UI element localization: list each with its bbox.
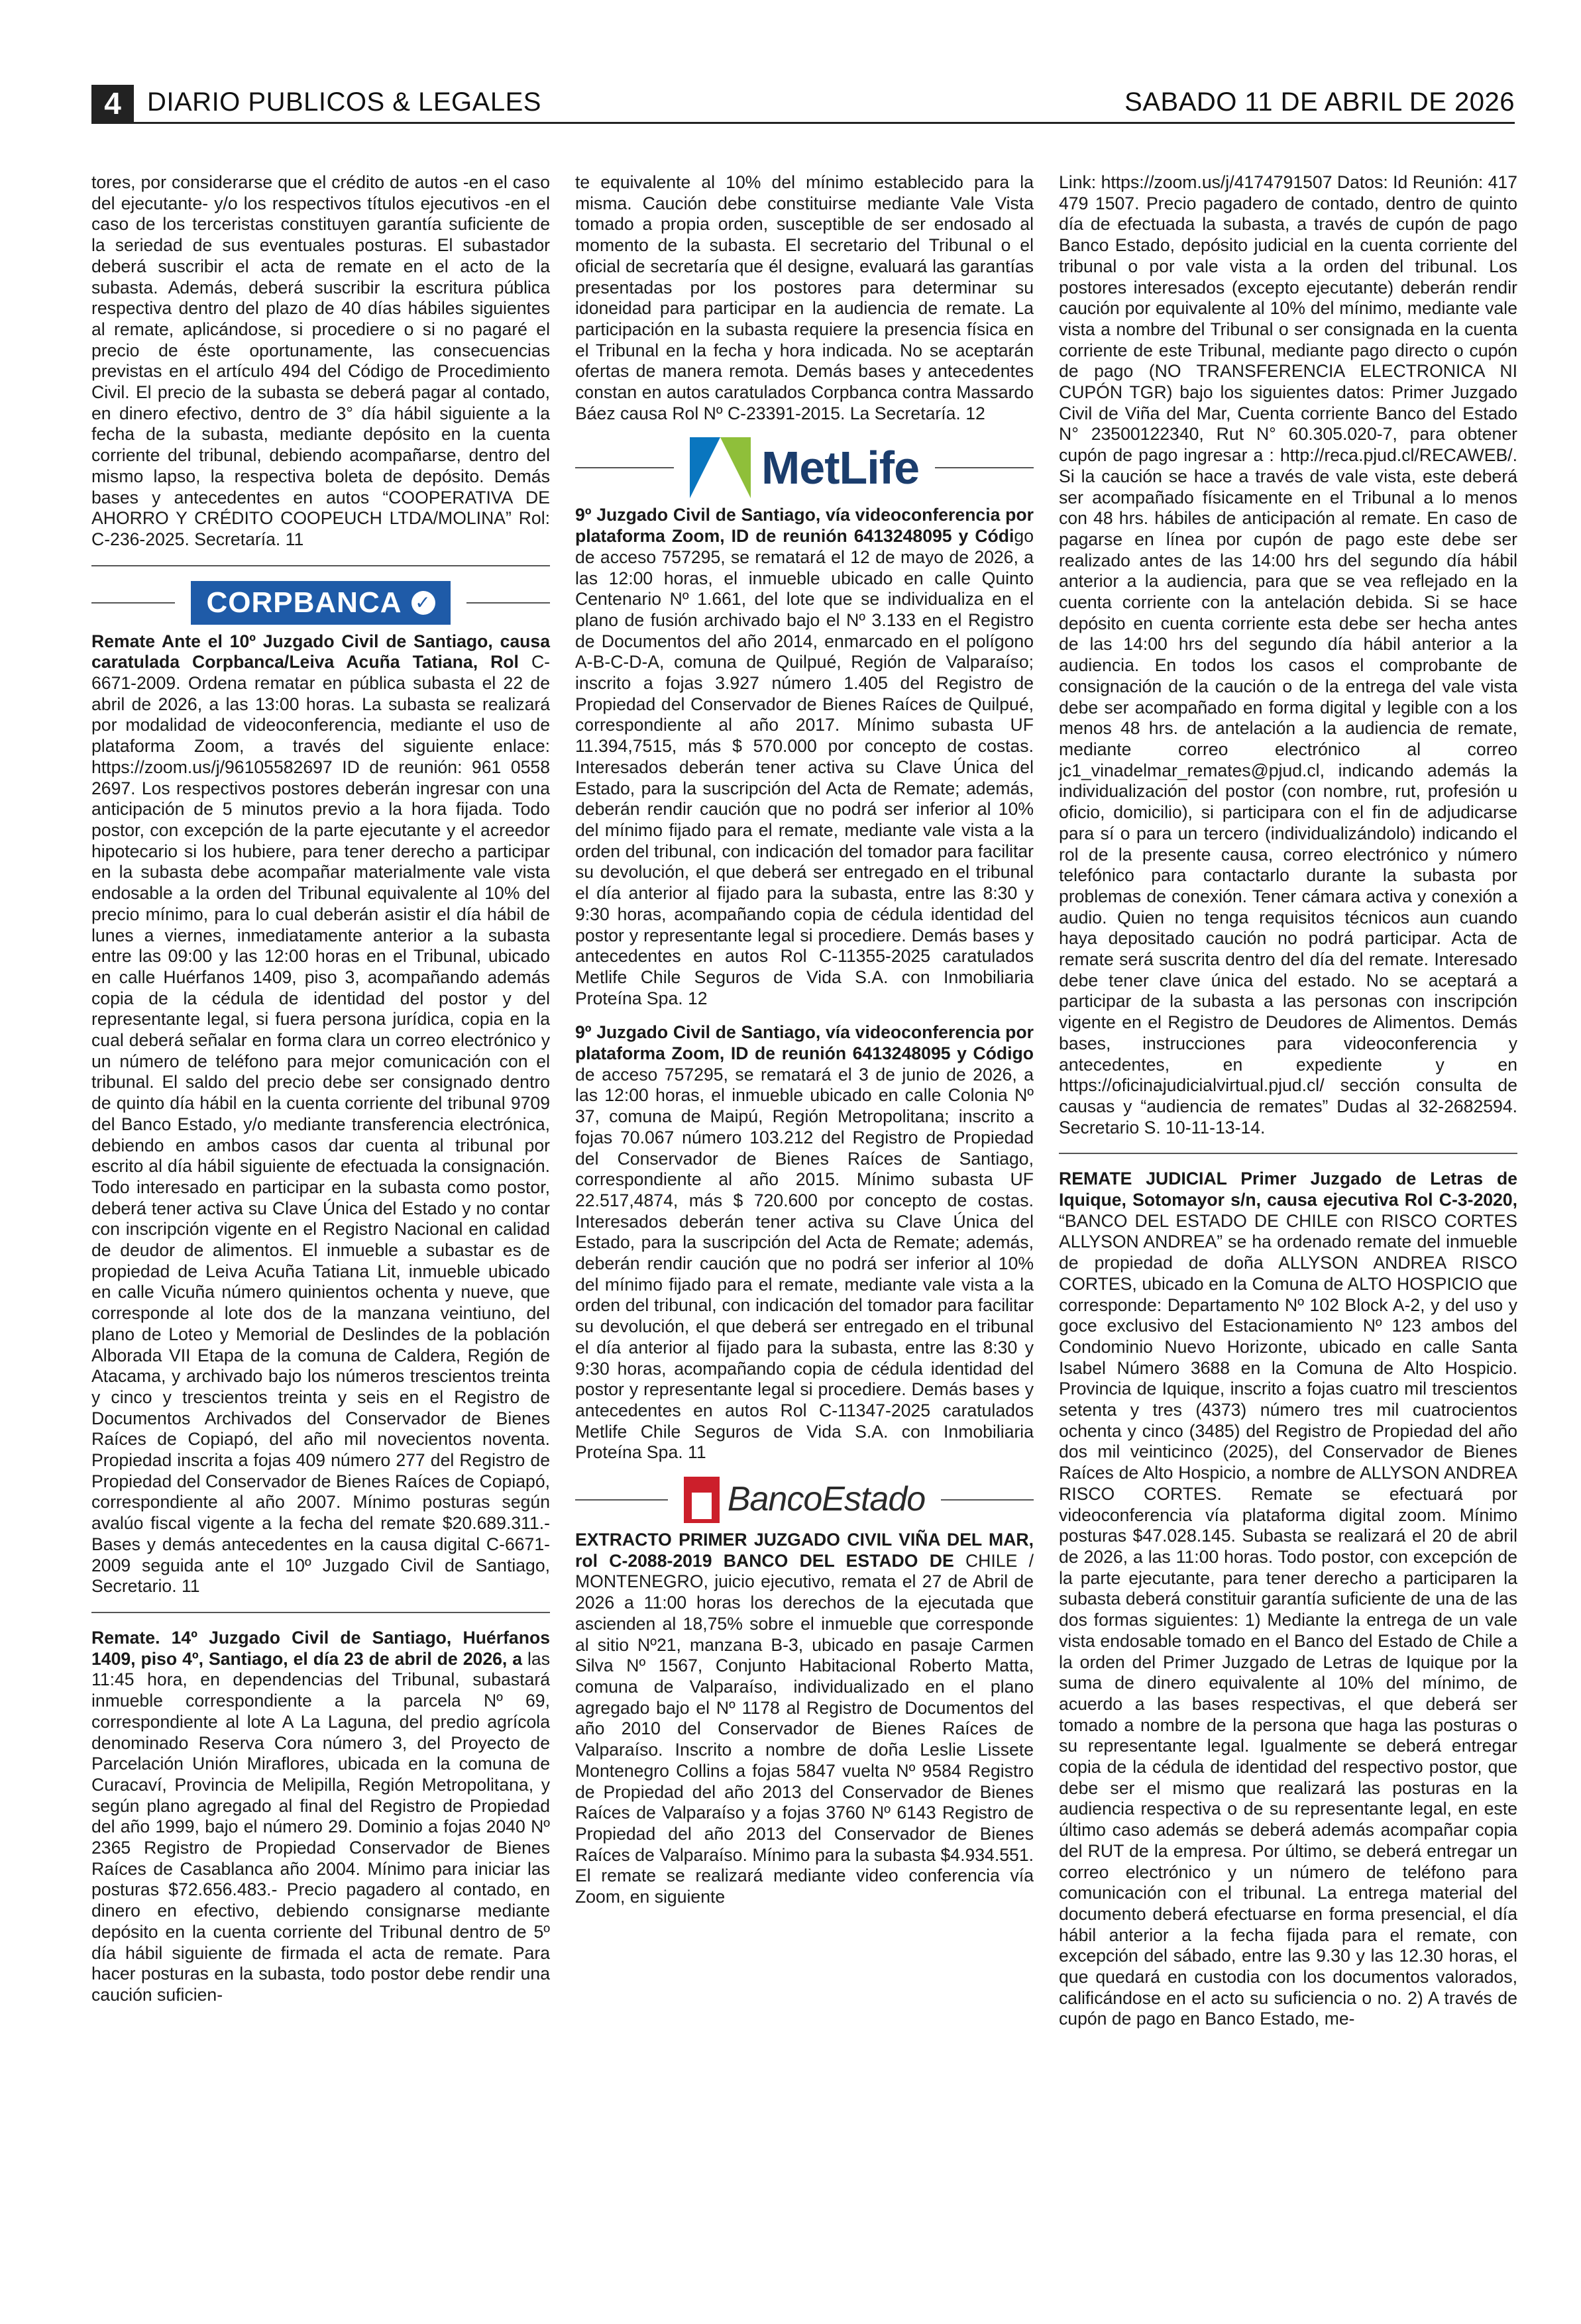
corpbanca-logo bbox=[191, 581, 451, 625]
notice-body: de acceso 757295, se rematará el 3 de junio de 2026, a las 12:00 horas, el inmueble ubicado en calle Colonia Nº 37, comuna de Maipú, Región Metropolitana; inscrito a fojas 70.067 número 103.212 del Registro de Propiedad del Conservador de Bienes Raíces de Santiago, correspondiente al año 2015. Mínimo subasta UF 22.517,4874, más $ 720.600 por concepto de costas. Interesados deberán tener activa su Clave Única del Estado, para la suscripción del Acta de Remate; además, deberán rendir caución que no podrá ser inferior al 10% del mínimo fijado para el remate, mediante vale vista a la orden del tribunal, con indicación del tomador para facilitar su devolución, el que deberá ser entregado en el tribunal el día anterior al fijado para la subasta, entre las 8:30 y 9:30 horas, acompañando copia de cédula identidad del postor y representante legal si procediere. Demás bases y antecedentes en autos Rol C-11347-2025 caratulados Metlife Chile Seguros de Vida S.A. con Inmobiliaria Proteína Spa. 11 bbox=[575, 1064, 1034, 1463]
bancoestado-mark-icon bbox=[684, 1477, 720, 1523]
notice-metlife-maipu bbox=[575, 1022, 1034, 1463]
notice-corpbanca-massardo-end: te equivalente al 10% del mínimo establecido para la misma. Caución debe constituirse mediante Vale Vista tomado a propia orden, susceptible de ser endosado al momento de la subasta. El secretario del Tribunal o el oficial de secretaría que él designe, evaluará las garantías presentadas por los postores para determinar su idoneidad para participar en la audiencia de remate. La participación en la subasta requiere la presencia física en el Tribunal en la fecha y hora indicada. No se aceptarán ofertas de manera remota. Demás bases y antecedentes constan en autos caratulados Corpbanca contra Massardo Báez causa Rol Nº C-23391-2015. La Secretaría. 12 bbox=[575, 172, 1034, 423]
divider bbox=[91, 565, 550, 566]
notice-heading: REMATE JUDICIAL Primer Juzgado de Letras de Iquique, Sotomayor s/n, causa ejecutiva Rol C-3-2020, bbox=[1059, 1169, 1517, 1210]
column-2 bbox=[575, 172, 1034, 1921]
divider bbox=[575, 1499, 668, 1501]
page-number: 4 bbox=[91, 85, 134, 122]
notice-body: CHILE / MONTENEGRO, juicio ejecutivo, remata el 27 de Abril de 2026 a 11:00 horas los derechos de la ejecutada que ascienden al 18,75% sobre el inmueble que corresponde al sitio Nº21, manzana B-3, ubicado en pasaje Carmen Silva Nº 1567, Conjunto Habitacional Roberto Matta, comuna de Valparaíso, individualizado en el plano agregado bajo el Nº 1178 al Registro de Documentos del año 2010 del Conservador de Bienes Raíces de Valparaíso. Inscrito a nombre de doña Leslie Lissete Montenegro Collins a fojas 5847 vuelta Nº 9584 Registro de Propiedad del año 2013 del Conservador de Bienes Raíces de Valparaíso y a fojas 3760 Nº 6143 Registro de Propiedad del año 2013 del Conservador de Bienes Raíces de Valparaíso. Mínimo para la subasta $4.934.551. El remate se realizará mediante video conferencia vía Zoom, en siguiente bbox=[575, 1550, 1034, 1907]
notice-body: las 11:45 hora, en dependencias del Tribunal, subastará inmueble correspondiente a la parcela Nº 69, correspondiente al lote A La Laguna, del predio agrícola denominado Reserva Cora número 3, del Proyecto de Parcelación Unión Miraflores, ubicada en la comuna de Curacaví, Provincia de Melipilla, Región Metropolitana, y según plano agregado al final del Registro de Propiedad del año 1999, bajo el número 29. Dominio a fojas 2040 Nº 2365 Registro de Propiedad Conservador de Bienes Raíces de Casablanca año 2004. Mínimo para iniciar las posturas $72.656.483.- Precio pagadero al contado, en dinero en efectivo, debiendo consignarse mediante depósito en la cuenta corriente del Tribunal dentro de 5º día hábil siguiente de firmada el acta de remate. Para hacer posturas en la subasta, todo postor debe rendir una caución suficien- bbox=[91, 1648, 550, 2005]
bancoestado-logo-row bbox=[575, 1477, 1034, 1523]
divider bbox=[466, 602, 550, 604]
metlife-logo bbox=[690, 437, 919, 498]
corpbanca-logo-text: CORPBANCA bbox=[206, 586, 402, 619]
publication-date: SABADO 11 DE ABRIL DE 2026 bbox=[1124, 87, 1515, 117]
notice-body: C-6671-2009. Ordena rematar en pública subasta el 22 de abril de 2026, a las 13:00 horas. La subasta se realizará por modalidad de videoconferencia, mediante el uso de plataforma Zoom, a través del siguiente enlace: https://zoom.us/j/96105582697 ID de reunión: 961 0558 2697. Los respectivos postores deberán ingresar con una anticipación de 5 minutos previo a la hora fijada. Todo postor, con excepción de la parte ejecutante y el acreedor hipotecario si los hubiere, para tener derecho a participar en la subasta debe acompañar materialmente vale vista endosable a la orden del Tribunal equivalente al 10% del precio mínimo, para lo cual deberán asistir el día hábil de lunes a viernes, inmediatamente anterior a la subasta entre las 09:00 y las 12:00 horas en el Tribunal, ubicado en calle Huérfanos 1409, piso 3, acompañando además copia de la cédula de identidad del postor y del representante legal, si fuera persona jurídica, copia en la cual deberá señalar en forma clara un correo electrónico y un número de teléfono para mejor comunicación con el tribunal. El saldo del precio debe ser consignado dentro de quinto día hábil en la cuenta corriente del tribunal 9709 del Banco Estado, y/o mediante transferencia electrónica, debiendo en ambos casos dar cuenta al tribunal por escrito al día hábil siguiente de efectuada la consignación. Todo interesado en participar en la subasta como postor, deberá tener activa su Clave Única del Estado y no contar con inscripción vigente en el Registro Nacional en calidad de deudor de alimentos. El inmueble a subastar es de propiedad de Leiva Acuña Tatiana Lit, inmueble ubicado en calle Vicuña número quinientos ochenta y nueve, que corresponde al lote dos de la manzana veintiuno, del plano de Loteo y Memorial de Deslindes de la población Alborada VII Etapa de la comuna de Caldera, Región de Atacama, y archivado bajo los números trescientos treinta y cinco y trescientos treinta y seis en el Registro de Documentos Archivados del Conservador de Bienes Raíces de Copiapó, del año mil novecientos noventa. Propiedad inscrita a fojas 409 número 277 del Registro de Propiedad del Conservador de Bienes Raíces de Copiapó, correspondiente al año 2007. Mínimo posturas según avalúo fiscal vigente a la fecha del remate $20.689.311.- Bases y demás antecedentes en la causa digital C-6671-2009 seguida ante el 10º Juzgado Civil de Santiago, Secretario. 11 bbox=[91, 652, 551, 1597]
notice-vina-del-mar bbox=[575, 1530, 1034, 1908]
metlife-mark-icon bbox=[690, 437, 751, 498]
divider bbox=[91, 602, 175, 604]
notice-heading: 9º Juzgado Civil de Santiago, vía videoconferencia por plataforma Zoom, ID de reunión 6413248095 y Código bbox=[575, 1022, 1034, 1064]
column-3 bbox=[1059, 172, 1517, 2043]
notice-metlife-quilpue bbox=[575, 505, 1034, 1009]
notice-heading: EXTRACTO PRIMER JUZGADO CIVIL VIÑA DEL MAR, rol C-2088-2019 BANCO DEL ESTADO DE bbox=[575, 1530, 1034, 1571]
divider bbox=[575, 467, 674, 468]
divider bbox=[935, 467, 1034, 468]
bancoestado-logo bbox=[684, 1477, 925, 1523]
notice-heading: Remate. 14º Juzgado Civil de Santiago, Huérfanos 1409, piso 4º, Santiago, el día 23 de abril de 2026, a bbox=[91, 1628, 550, 1669]
notice-body: go de acceso 757295, se rematará el 12 de mayo de 2026, a las 12:00 horas, el inmueble ubicado en calle Quinto Centenario Nº 1.661, del lote que se individualiza en el plano de fusión archivado bajo el Nº 3.133 en el Registro de Documentos del año 2014, enmarcado en el polígono A-B-C-D-A, comuna de Quilpué, Región de Valparaíso; inscrito a fojas 3.927 número 1.405 del Registro de Propiedad del Conservador de Bienes Raíces de Quilpué, correspondiente al año 2017. Mínimo subasta UF 11.394,7515, más $ 570.000 por concepto de costas. Interesados deberán tener activa su Clave Única del Estado, para la suscripción del Acta de Remate; además, deberán rendir caución que no podrá ser inferior al 10% del mínimo fijado para el remate, mediante vale vista a la orden del tribunal, con indicación del tomador para facilitar su devolución, el que deberá ser entregado en el tribunal el día anterior al fijado para la subasta, entre las 8:30 y 9:30 horas, acompañando copia de cédula identidad del postor y representante legal si procediere. Demás bases y antecedentes en autos Rol C-11355-2025 caratulados Metlife Chile Seguros de Vida S.A. con Inmobiliaria Proteína Spa. 12 bbox=[575, 526, 1034, 1008]
notice-body: “BANCO DEL ESTADO DE CHILE con RISCO CORTES ALLYSON ANDREA” se ha ordenado remate del inmueble de propiedad de doña ALLYSON ANDREA RISCO CORTES, ubicado en la Comuna de ALTO HOSPICIO que corresponde: Departamento Nº 102 Block A-2, y del uso y goce exclusivo del Estacionamiento Nº 123 ambos del Condominio Nuevo Horizonte, ubicado en calle Santa Isabel Número 3688 en la Comuna de Alto Hospicio. Provincia de Iquique, inscrito a fojas cuatro mil trescientos setenta y tres (4373) número tres mil cuatrocientos ochenta y cinco (3485) del Registro de Propiedad del año dos mil veinticinco (2025), del Conservador de Bienes Raíces de Alto Hospicio, a nombre de ALLYSON ANDREA RISCO CORTES. Remate se efectuará por videoconferencia vía plataforma digital zoom. Mínimo posturas $47.028.145. Subasta se realizará el 20 de abril de 2026, a las 11:00 horas. Todo postor, con excepción de la parte ejecutante, para tener derecho a participaren la subasta deberá constituir garantía suficiente de una de las dos formas siguientes: 1) Mediante la entrega de un vale vista endosable tomado en el Banco del Estado de Chile a la orden del Primer Juzgado de Letras de Iquique por la suma de dinero equivalente al 10% del mínimo, de acuerdo a las bases respectivas, el que deberá ser tomado a nombre de la persona que haga las posturas o su representante legal. Igualmente se deberá entregar copia de la cédula de identidad del respectivo postor, que debe ser el mismo que realizará las posturas en la audiencia respectiva o de su representante legal, en este último caso además se deberá además acompañar copia del RUT de la empresa. Por último, se deberá entregar un correo electrónico y un número de teléfono para comunicación con el tribunal. La entrega material del documento deberá efectuarse en forma presencial, el día hábil anterior a la fecha fijada para el remate, con excepción del sábado, entre las 9.30 y las 12.30 horas, el que quedará en custodia con los documentos valorados, calificándose en el acto su suficiencia o no. 2) A través de cupón de pago en Banco Estado, me- bbox=[1059, 1210, 1517, 2029]
notice-coopeuch-end: tores, por considerarse que el crédito de autos -en el caso del ejecutante- y/o los respectivos títulos ejecutivos -en el caso de los terceristas constituyen garantía suficiente de la seriedad de sus eventuales posturas. El subastador deberá suscribir el acta de remate en el acto de la subasta. Además, deberá suscribir la escritura pública respectiva dentro del plazo de 40 días hábiles siguientes al remate, aplicándose, si procediere o si no pagaré el precio de éste oportunamente, las consecuencias previstas en el artículo 494 del Código de Procedimiento Civil. El precio de la subasta se deberá pagar al contado, en dinero efectivo, dentro de 3° día hábil siguiente a la fecha de la subasta, mediante depósito en la cuenta corriente del tribunal, debiendo acompañarse, dentro del mismo lapso, la respectiva boleta de depósito. Demás bases y antecedentes en autos “COOPERATIVA DE AHORRO Y CRÉDITO COOPEUCH LTDA/MOLINA” Rol: C-236-2025. Secretaría. 11 bbox=[91, 172, 550, 549]
notice-corpbanca-leiva bbox=[91, 631, 550, 1597]
notice-heading: 9º Juzgado Civil de Santiago, vía videoconferencia por plataforma Zoom, ID de reunión 6413248095 y Códi bbox=[575, 505, 1034, 547]
metlife-logo-row bbox=[575, 437, 1034, 498]
notice-14-juzgado bbox=[91, 1628, 550, 2006]
corpbanca-logo-row bbox=[91, 581, 550, 625]
bancoestado-logo-text: BancoEstado bbox=[727, 1480, 926, 1519]
divider bbox=[941, 1499, 1034, 1501]
notice-vina-del-mar-cont: Link: https://zoom.us/j/4174791507 Datos: Id Reunión: 417 479 1507. Precio pagadero de contado, dentro de quinto día de efectuada la subasta, a través de cupón de pago Banco Estado, depósito judicial en la cuenta corriente del tribunal o por vale vista a la orden del tribunal. Los postores interesados (excepto ejecutante) deberán rendir caución por equivalente al 10% del mínimo, mediante vale vista a nombre del Tribunal o ser consignada en la cuenta corriente de este Tribunal, mediante pago directo o cupón de pago (NO TRANSFERENCIA ELECTRONICA NI CUPÓN TGR) bajo los siguientes datos: Primer Juzgado Civil de Viña del Mar, Cuenta corriente Banco del Estado N° 23500122340, Rut N° 60.305.020-7, para obtener cupón de pago ingresar a : http://reca.pjud.cl/RECAWEB/. Si la caución se hace a través de vale vista, este deberá ser acompañado físicamente en el Tribunal a lo menos con 48 hrs. hábiles de anticipación al remate. En caso de pagarse en línea por cupón de pago este debe ser realizado antes de las 14:00 hrs del segundo día hábil anterior a la audiencia, para que se vea reflejado en la cuenta corriente con la antelación debida. Si se hace depósito en cuenta corriente esta debe ser hecha antes de las 14:00 hrs del segundo día hábil anterior a la audiencia. En todos los casos el comprobante de consignación de la caución o de la entrega del vale vista debe ser acompañado en forma digital y legible con a los menos 48 hrs. de antelación a la audiencia de remate, mediante correo electrónico al correo jc1_vinadelmar_remates@pjud.cl, indicando además la individualización del postor (con nombre, rut, profesión u oficio, domicilio), si participara con el fin de adjudicarse para sí o para un tercero (individualizándolo) indicando el rol de la presente causa, correo electrónico y número telefónico para contactarlo durante la subasta por problemas de conexión. Tener cámara activa y conexión a audio. Quien no tenga requisitos técnicos aun cuando haya depositado caución no podrá participar. Acta de remate será suscrita dentro del día del remate. Interesado debe tener clave única del estado. No se aceptará a participar de la subasta a las personas con inscripción vigente en el Registro de Deudores de Alimentos. Demás bases, instrucciones para videoconferencia y antecedentes, en expediente y en https://oficinajudicialvirtual.pjud.cl/ sección consulta de causas y “audiencia de remates” Dudas al 32-2682594. Secretario S. 10-11-13-14. bbox=[1059, 172, 1517, 1137]
divider bbox=[91, 1612, 550, 1613]
divider bbox=[1059, 1153, 1517, 1154]
publication-title: DIARIO PUBLICOS & LEGALES bbox=[147, 87, 541, 117]
page-header bbox=[91, 83, 1515, 124]
column-1 bbox=[91, 172, 550, 2019]
notice-iquique bbox=[1059, 1169, 1517, 2030]
notice-heading: Remate Ante el 10º Juzgado Civil de Santiago, causa caratulada Corpbanca/Leiva Acuña Tatiana, Rol bbox=[91, 631, 550, 672]
metlife-logo-text: MetLife bbox=[761, 441, 919, 494]
corpbanca-check-icon: ✓ bbox=[411, 591, 435, 615]
